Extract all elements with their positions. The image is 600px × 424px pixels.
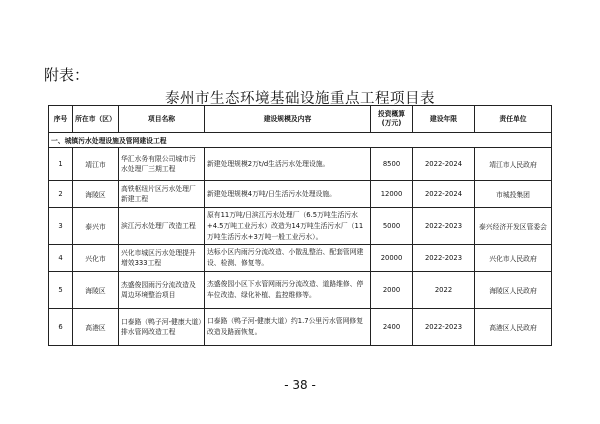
cell-city: 泰兴市 [73,208,119,245]
cell-unit: 泰兴经济开发区管委会 [475,208,552,245]
cell-seq: 2 [49,181,73,208]
cell-period: 2022-2024 [413,181,475,208]
cell-unit: 靖江市人民政府 [475,148,552,181]
header-period: 建设年限 [413,106,475,133]
header-city: 所在市（区） [73,106,119,133]
section-title: 一、城镇污水处理设施及管网建设工程 [49,133,552,148]
cell-unit: 兴化市人民政府 [475,245,552,272]
table-row [49,148,552,181]
header-seq: 序号 [49,106,73,133]
page-number: - 38 - [284,378,316,392]
section-row [49,133,552,148]
cell-period: 2022-2023 [413,309,475,346]
attachment-label: 附表： [44,66,90,84]
cell-content: 新建处理规模4万吨/日生活污水处理设施。 [205,181,371,208]
cell-period: 2022-2023 [413,245,475,272]
document-title: 泰州市生态环境基础设施重点工程项目表 [165,91,435,107]
header-unit: 责任单位 [475,106,552,133]
cell-project-name: 口泰路（鸭子河-健康大道）排水管网改造工程 [119,309,205,346]
cell-project-name: 滨江污水处理厂改造工程 [119,208,205,245]
cell-city: 高港区 [73,309,119,346]
table-row [49,309,552,346]
cell-city: 兴化市 [73,245,119,272]
cell-unit: 海陵区人民政府 [475,272,552,309]
cell-investment: 5000 [371,208,413,245]
table-header-row [49,106,552,133]
cell-project-name: 华汇水务有限公司城市污水处理厂三期工程 [119,148,205,181]
cell-seq: 4 [49,245,73,272]
cell-unit: 高港区人民政府 [475,309,552,346]
cell-seq: 6 [49,309,73,346]
cell-investment: 8500 [371,148,413,181]
cell-content: 达标小区内雨污分流改造、小散乱整治、配套管网建设、检测、修复等。 [205,245,371,272]
table-row [49,181,552,208]
header-content: 建设规模及内容 [205,106,371,133]
cell-period: 2022-2023 [413,208,475,245]
cell-city: 靖江市 [73,148,119,181]
cell-city: 海陵区 [73,181,119,208]
cell-seq: 1 [49,148,73,181]
table-row [49,208,552,245]
cell-period: 2022 [413,272,475,309]
table-row [49,245,552,272]
projects-table [48,105,552,346]
cell-content: 口泰路（鸭子河-健康大道）约1.7公里污水管网修复改造及路面恢复。 [205,309,371,346]
cell-content: 原有11万吨/日滨江污水处理厂（6.5万吨生活污水+4.5万吨工业污水）改造为14万吨生活污水厂（11万吨生活污水+3万吨一般工业污水）。 [205,208,371,245]
cell-seq: 5 [49,272,73,309]
cell-investment: 20000 [371,245,413,272]
cell-unit: 市城投集团 [475,181,552,208]
cell-project-name: 杰盛俊园雨污分流改造及周边环境整治项目 [119,272,205,309]
cell-content: 新建处理规模2万t/d生活污水处理设施。 [205,148,371,181]
table-row [49,272,552,309]
cell-seq: 3 [49,208,73,245]
cell-investment: 2400 [371,309,413,346]
cell-period: 2022-2024 [413,148,475,181]
cell-city: 海陵区 [73,272,119,309]
cell-investment: 2000 [371,272,413,309]
cell-investment: 12000 [371,181,413,208]
cell-project-name: 高铁枢纽片区污水处理厂新建工程 [119,181,205,208]
header-investment: 投资概算(万元) [371,106,413,133]
cell-project-name: 兴化市城区污水处理提升增效333工程 [119,245,205,272]
header-name: 项目名称 [119,106,205,133]
cell-content: 杰盛俊园小区下水管网雨污分流改造、道路维修、停车位改造、绿化补植、监控维修等。 [205,272,371,309]
